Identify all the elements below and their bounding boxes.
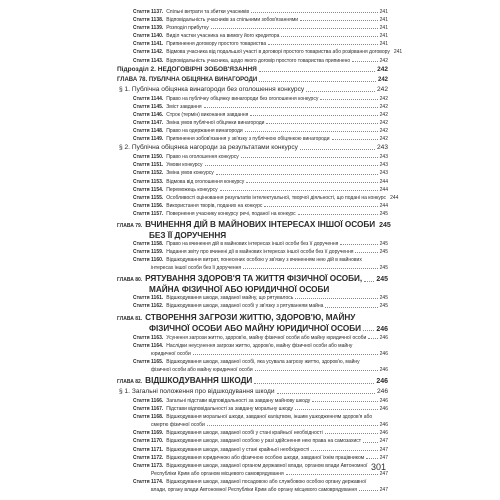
toc-article [113, 40, 388, 48]
article-number: Стаття 1153. [133, 178, 164, 185]
article-text: Загальні підстави відповідальності за завдану майнову шкоду [166, 398, 311, 404]
toc-article [113, 32, 388, 40]
article-title [133, 40, 266, 48]
dot-leader [363, 441, 378, 443]
article-number: Стаття 1138. [133, 17, 164, 24]
toc-article [113, 429, 388, 437]
dot-leader [204, 106, 378, 108]
article-text: Відмова від оголошення конкурсу [166, 178, 245, 185]
chapter-title [117, 218, 375, 231]
article-title [133, 437, 361, 445]
dot-leader [259, 70, 375, 72]
article-text: Умови конкурсу [166, 162, 203, 169]
section-title: Підрозділ 2. НЕДОГОВІРНІ ЗОБОВ'ЯЗАННЯ [117, 65, 257, 73]
dot-leader [259, 80, 376, 82]
toc-article [113, 16, 388, 24]
page-ref: 242 [379, 119, 388, 126]
article-title [133, 397, 310, 405]
article-number: Стаття 1159. [133, 249, 164, 256]
dot-leader [277, 392, 375, 394]
article-text: Відшкодування юридичною або фізичною особою шкоди, завданої їхнім працівником [166, 454, 365, 461]
page-ref: 247 [379, 446, 388, 453]
dot-leader [255, 369, 378, 371]
article-text: Відшкодування шкоди, завданої особою у разі здійснення нею права на самозахист [166, 438, 362, 445]
article-number: Стаття 1139. [133, 25, 164, 32]
article-text: Припинення договору простого товариства [166, 41, 267, 48]
article-text: інтересах іншої особи без її доручення [151, 265, 242, 272]
article-text: Зміна умов публічної обіцянки винагороди [166, 119, 265, 126]
article-title [133, 248, 353, 256]
toc-article [113, 462, 388, 470]
article-number: Стаття 1161. [133, 295, 164, 302]
toc-article [113, 127, 388, 135]
article-number: Стаття 1170. [133, 438, 164, 445]
dot-leader [355, 251, 377, 253]
page-ref: 242 [379, 111, 388, 118]
dot-leader [368, 337, 377, 339]
article-number: Стаття 1141. [133, 41, 164, 48]
article-text: Наслідки неусунення загрози життю, здоров'ю, майну фізичної особи або майну [166, 342, 353, 349]
article-title [133, 358, 360, 366]
dot-leader [363, 329, 374, 331]
dot-leader [312, 400, 377, 402]
dot-leader [245, 130, 378, 132]
article-text: Відшкодування моральної шкоди, завданої каліцтвом, іншим ушкодженням здоров'я або [166, 414, 373, 421]
page-ref: 245 [379, 295, 388, 302]
article-number: Стаття 1164. [133, 342, 164, 349]
article-text: Відповідальність учасника, щодо якого договір простого товариства припинено [166, 57, 351, 64]
article-title [133, 478, 366, 486]
toc-section [113, 75, 388, 85]
chapter-name: ФІЗИЧНОЇ ОСОБИ АБО МАЙНУ ЮРИДИЧНОЇ ОСОБИ [149, 323, 361, 333]
dot-leader [193, 353, 378, 355]
page-ref: 246 [379, 406, 388, 413]
article-title [133, 446, 309, 454]
toc-subsection [113, 387, 388, 397]
toc-article-continuation [113, 421, 388, 429]
toc-article [113, 169, 388, 177]
dot-leader [268, 43, 378, 45]
article-number: Стаття 1166. [133, 398, 164, 404]
article-title [133, 210, 296, 218]
page-ref: 241 [379, 9, 388, 15]
article-number: Стаття 1154. [133, 186, 164, 193]
article-title [133, 169, 214, 177]
article-title [133, 454, 364, 462]
article-text: Використання творів, поданих на конкурс [166, 202, 263, 209]
article-text: Відшкодування шкоди, завданої особі у зв'язку з рятуванням майна [166, 303, 324, 310]
toc-article [113, 302, 388, 310]
toc-article [113, 111, 388, 119]
dot-leader [325, 432, 378, 434]
page-number: 301 [371, 462, 387, 472]
page-ref: 241 [379, 41, 388, 48]
dot-leader [246, 181, 377, 183]
article-text: Право на оголошення конкурсу [166, 154, 239, 161]
subsection-title: § 1. Публічна обіцянка винагороди без оголошення конкурсу [119, 85, 305, 93]
chapter-number: ГЛАВА 79. [117, 222, 143, 229]
article-number: Стаття 1155. [133, 194, 164, 201]
article-number: Стаття 1163. [133, 334, 164, 341]
page-ref: 246 [379, 366, 388, 373]
dot-leader [250, 114, 377, 116]
article-text: Строк (термін) виконання завдання [166, 111, 249, 118]
article-title [133, 161, 203, 169]
dot-leader [364, 280, 374, 282]
table-of-contents [113, 8, 403, 494]
article-text: Усунення загрози життю, здоров'ю, майну фізичної особи або майну юридичної особи [166, 334, 367, 341]
article-title [133, 294, 293, 302]
dot-leader [220, 189, 378, 191]
page-ref: 246 [376, 378, 388, 385]
page-ref: 245 [379, 221, 391, 229]
dot-leader [295, 408, 378, 410]
dot-leader [359, 489, 378, 491]
article-number: Стаття 1169. [133, 430, 164, 437]
toc-article [113, 240, 388, 248]
article-number: Стаття 1147. [133, 119, 164, 126]
toc-article [113, 334, 388, 342]
article-number: Стаття 1142. [133, 49, 164, 56]
toc-article [113, 446, 388, 454]
toc-article [113, 178, 388, 186]
toc-article [113, 8, 388, 16]
page-ref: 247 [379, 438, 388, 445]
article-number: Стаття 1143. [133, 57, 164, 64]
page-ref: 243 [379, 170, 388, 177]
article-number: Стаття 1158. [133, 240, 164, 247]
page-ref: 247 [379, 454, 388, 461]
article-text: Підстави відповідальності за завдану моральну шкоду [166, 406, 294, 413]
chapter-number: ГЛАВА 81. [117, 315, 143, 322]
toc-article-continuation [113, 264, 388, 272]
dot-leader [325, 306, 377, 308]
toc-article [113, 397, 388, 405]
article-title [133, 202, 262, 210]
article-text: Відшкодування шкоди, завданої у стані крайньої необхідності [166, 446, 310, 453]
article-number: Стаття 1172. [133, 454, 164, 461]
chapter-title [117, 272, 362, 285]
article-text: Розподіл прибутку [166, 25, 209, 32]
article-text: Відшкодування шкоди, завданої майну, що рятувалось [166, 295, 294, 302]
article-number: Стаття 1171. [133, 446, 164, 453]
toc-article [113, 437, 388, 445]
article-title [133, 135, 330, 143]
article-title [133, 95, 318, 103]
article-text: Зміст завдання [166, 103, 202, 110]
page-ref: 243 [376, 144, 388, 152]
article-number: Стаття 1151. [133, 162, 164, 169]
toc-article [113, 57, 388, 65]
dot-leader [311, 449, 377, 451]
article-number: Стаття 1146. [133, 111, 164, 118]
subsection-title: § 2. Публічна обіцянка нагороди за результатами конкурсу [119, 144, 298, 152]
toc-section [113, 65, 388, 75]
chapter-title [117, 311, 355, 324]
page-ref: 242 [379, 57, 388, 64]
dot-leader [300, 148, 375, 150]
article-number: Стаття 1149. [133, 136, 164, 143]
article-text: Повернення учаснику конкурсу речі, поданої на конкурс [166, 210, 296, 217]
page-ref: 242 [377, 65, 388, 73]
article-title [133, 119, 264, 127]
article-number: Стаття 1174. [133, 478, 164, 485]
article-title [133, 240, 338, 248]
toc-article [113, 413, 388, 421]
article-number: Стаття 1173. [133, 462, 164, 469]
article-text: Відшкодування шкоди, завданої органом державної влади, органом влади Автономної [166, 462, 368, 469]
article-title [133, 186, 218, 194]
toc-article [113, 294, 388, 302]
page-ref: 241 [393, 49, 403, 56]
article-title [133, 256, 362, 264]
toc-article [113, 48, 403, 56]
article-text: Відмова учасника від подальшої участі в договорі простого товариства або розірвання договору [166, 49, 390, 56]
page-ref: 246 [376, 388, 388, 395]
dot-leader [251, 11, 378, 13]
dot-leader [243, 267, 378, 269]
article-text: фізичної особи або майну юридичної особи [151, 366, 253, 373]
toc-article [113, 454, 388, 462]
toc-subsection [113, 85, 388, 95]
toc-article [113, 161, 388, 169]
dot-leader [295, 297, 377, 299]
page-ref: 245 [379, 240, 388, 247]
article-title [133, 153, 239, 161]
article-title [133, 127, 243, 135]
page-ref: 245 [379, 265, 388, 272]
dot-leader [205, 164, 378, 166]
toc-article-continuation [113, 350, 388, 358]
dot-leader [254, 382, 374, 384]
article-title [133, 194, 386, 202]
article-text: Спільні витрати та збитки учасників [166, 9, 250, 15]
dot-leader [266, 122, 377, 124]
toc-article [113, 135, 388, 143]
article-text: Відповідальність учасників за спільними зобов'язаннями [166, 17, 299, 24]
chapter-name: РЯТУВАННЯ ЗДОРОВ'Я ТА ЖИТТЯ ФІЗИЧНОЇ ОСОБИ, [145, 274, 363, 284]
article-title [133, 24, 209, 32]
page-ref: 244 [390, 194, 399, 201]
article-text: Право на вчинення дій в майнових інтересах іншої особи без її доручення [166, 240, 339, 247]
article-number: Стаття 1162. [133, 303, 164, 310]
page-ref: 246 [379, 350, 388, 357]
dot-leader [366, 457, 377, 459]
article-text: юридичної особи [151, 350, 191, 357]
toc-chapter [113, 272, 388, 285]
page-ref: 242 [379, 128, 388, 135]
article-number: Стаття 1148. [133, 128, 164, 135]
article-text: Відшкодування шкоди, завданої особі у стані крайньої необхідності [166, 430, 323, 437]
article-number: Стаття 1145. [133, 103, 164, 110]
article-number: Стаття 1152. [133, 170, 164, 177]
dot-leader [286, 473, 378, 475]
article-text: Відшкодування шкоди, завданої особі, яка усувала загрозу життю, здоров'ю, майну [166, 358, 360, 365]
toc-article [113, 256, 388, 264]
article-title [133, 32, 279, 40]
page-ref: 244 [379, 202, 388, 209]
page-ref: 242 [379, 103, 388, 110]
article-text: Зміна умов конкурсу [166, 170, 214, 177]
article-text: Відшкодування витрат, понесених особою у зв'язку з вчиненням нею дій в майнових [166, 257, 362, 264]
dot-leader [300, 19, 378, 21]
page-ref: 247 [379, 470, 388, 477]
toc-article [113, 24, 388, 32]
dot-leader [306, 90, 375, 92]
page-ref: 243 [379, 154, 388, 161]
page-ref: 243 [379, 162, 388, 169]
page-ref: 245 [379, 210, 388, 217]
dot-leader [298, 213, 378, 215]
toc-article [113, 210, 388, 218]
dot-leader [216, 173, 378, 175]
toc-article [113, 478, 388, 486]
article-text: влади, органу влади Автономної Республіки Крим або органу місцевого самоврядування [151, 487, 358, 494]
article-title [133, 111, 248, 119]
article-number: Стаття 1167. [133, 406, 164, 413]
article-text: Право на публічну обіцянку винагороди без оголошення конкурсу [166, 95, 319, 102]
chapter-title [117, 374, 252, 387]
page-ref: 241 [379, 17, 388, 24]
page-ref: 246 [376, 325, 388, 333]
page-ref: 246 [379, 430, 388, 437]
chapter-name-continuation: БЕЗ ЇЇ ДОРУЧЕННЯ [149, 230, 227, 240]
chapter-name: ВІДШКОДУВАННЯ ШКОДИ [145, 376, 253, 385]
page-ref: 246 [379, 334, 388, 341]
dot-leader [264, 205, 377, 207]
dot-leader [207, 424, 378, 426]
toc-chapter [113, 374, 388, 387]
page-ref: 242 [379, 95, 388, 102]
article-title [133, 16, 298, 24]
chapter-name-continuation [113, 324, 388, 334]
page-ref: 246 [379, 422, 388, 429]
toc-chapter [113, 311, 388, 324]
article-text: Право на одержання винагороди [166, 128, 243, 135]
article-number: Стаття 1156. [133, 202, 164, 209]
article-text: Відшкодування шкоди, завданої посадовою або службовою особою органу державної [166, 478, 367, 485]
article-number: Стаття 1140. [133, 33, 164, 40]
article-title [133, 342, 352, 350]
article-number: Стаття 1150. [133, 154, 164, 161]
section-title: ГЛАВА 78. ПУБЛІЧНА ОБІЦЯНКА ВИНАГОРОДИ [117, 76, 258, 83]
toc-subsection [113, 143, 388, 153]
page-ref: 245 [379, 303, 388, 310]
article-title [133, 57, 350, 65]
article-text: Виділ частки учасника на вимогу його кредитора [166, 33, 280, 40]
chapter-name-continuation: МАЙНА ФІЗИЧНОЇ АБО ЮРИДИЧНОЇ ОСОБИ [149, 285, 330, 295]
article-title [133, 48, 390, 56]
page-ref: 245 [379, 249, 388, 256]
dot-leader [281, 35, 377, 37]
article-number: Стаття 1160. [133, 257, 164, 264]
dot-leader [340, 243, 377, 245]
dot-leader [352, 60, 377, 62]
page-ref: 242 [376, 85, 388, 93]
toc-article [113, 342, 388, 350]
toc-article-continuation [113, 486, 388, 494]
dot-leader [320, 98, 377, 100]
toc-article [113, 202, 388, 210]
toc-chapter [113, 218, 391, 231]
dot-leader [241, 156, 378, 158]
page-ref: 246 [379, 398, 388, 404]
article-number: Стаття 1168. [133, 414, 164, 421]
toc-article [113, 95, 388, 103]
toc-article [113, 358, 388, 366]
article-title [133, 462, 367, 470]
article-text: Особливості оцінювання результатів інтелектуальної, творчої діяльності, що подані на конкурс [166, 194, 387, 201]
article-title [133, 178, 244, 186]
page-ref: 241 [379, 25, 388, 32]
page-ref: 244 [379, 178, 388, 185]
article-title [133, 8, 249, 16]
article-text: смертю фізичної особи [151, 422, 205, 429]
page-ref: 242 [379, 136, 388, 143]
toc-article [113, 248, 388, 256]
article-number: Стаття 1137. [133, 9, 164, 15]
dot-leader [211, 27, 378, 29]
dot-leader [332, 138, 378, 140]
page-ref: 245 [376, 276, 388, 284]
article-number: Стаття 1144. [133, 95, 164, 102]
chapter-name: ВЧИНЕННЯ ДІЙ В МАЙНОВИХ ІНТЕРЕСАХ ІНШОЇ ОСОБИ [145, 219, 376, 229]
toc-article [113, 153, 388, 161]
article-title [133, 413, 372, 421]
page-ref: 242 [377, 76, 388, 83]
article-title [133, 103, 202, 111]
article-title [133, 405, 293, 413]
article-number: Стаття 1157. [133, 210, 164, 217]
article-title [133, 302, 323, 310]
article-text: Надання звіту про вчинені дії в майнових інтересах іншої особи без її доручення [166, 249, 354, 256]
toc-article [113, 186, 388, 194]
chapter-number: ГЛАВА 80. [117, 277, 143, 284]
toc-article [113, 405, 388, 413]
chapter-name: СТВОРЕННЯ ЗАГРОЗИ ЖИТТЮ, ЗДОРОВ'Ю, МАЙНУ [145, 312, 356, 322]
toc-article [113, 194, 399, 202]
chapter-number: ГЛАВА 82. [117, 379, 143, 385]
page-ref: 244 [379, 186, 388, 193]
page-ref: 247 [379, 487, 388, 494]
toc-article [113, 103, 388, 111]
subsection-title: § 1. Загальні положення про відшкодування шкоди [119, 388, 275, 395]
toc-article-continuation [113, 470, 388, 478]
article-title [133, 334, 366, 342]
article-text: Переможець конкурсу [166, 186, 218, 193]
toc-article [113, 119, 388, 127]
page-ref: 241 [379, 33, 388, 40]
article-text: Припинення зобов'язання у зв'язку з публічною обіцянкою винагороди [166, 136, 330, 143]
toc-article-continuation [113, 366, 388, 374]
article-number: Стаття 1165. [133, 358, 164, 365]
article-title [133, 429, 323, 437]
article-text: Республіки Крим або органом місцевого самоврядування [151, 470, 284, 477]
